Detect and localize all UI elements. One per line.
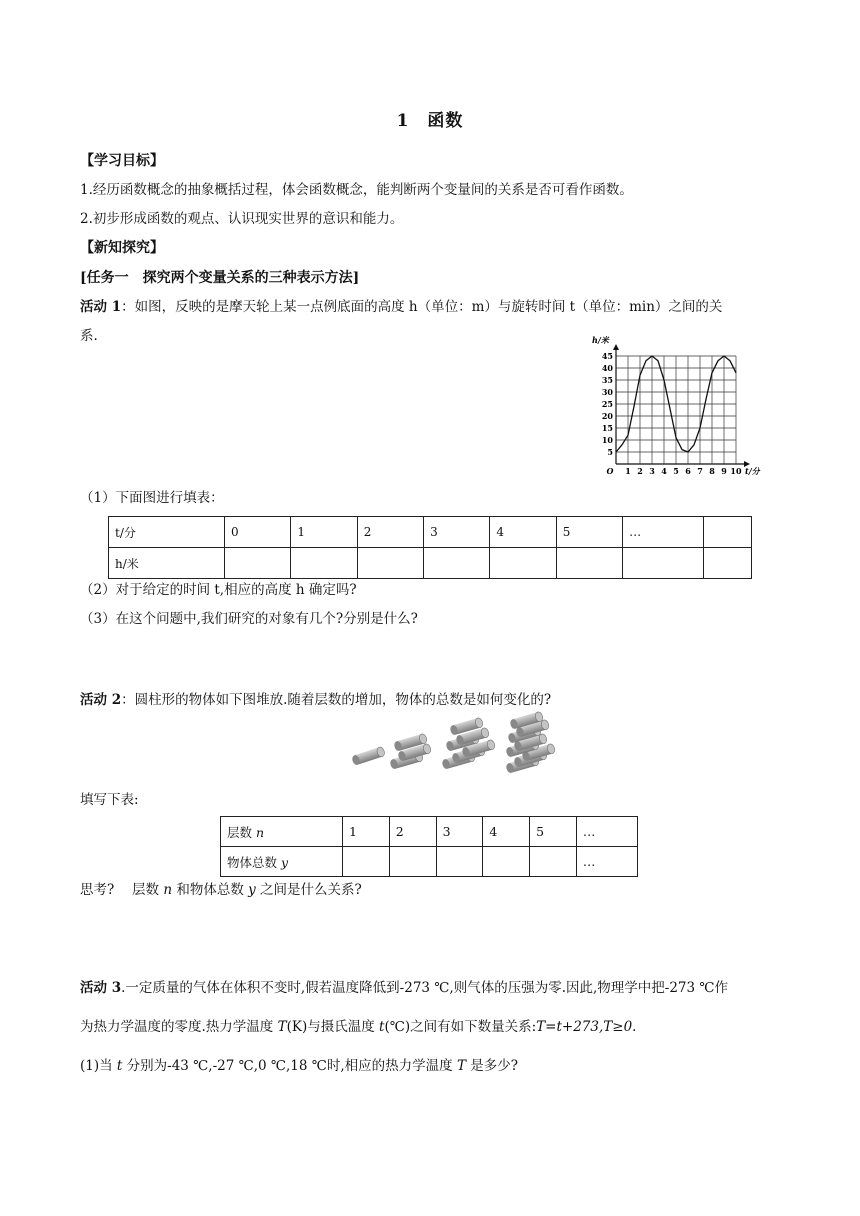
task1-heading: [任务一 探究两个变量关系的三种表示方法] <box>80 270 360 286</box>
x-tick-label: 5 <box>673 466 679 476</box>
activity2-text <box>80 690 551 710</box>
table-cell: h/米 <box>109 548 225 579</box>
table-cell: 2 <box>389 817 436 847</box>
table-cell <box>389 847 436 877</box>
table-cell: 0 <box>225 517 291 548</box>
activity3-q1: (1)当 t 分别为-43 ℃,-27 ℃,0 ℃,18 ℃时,相应的热力学温度 T 是多少? <box>80 1058 518 1074</box>
table-cell <box>530 847 577 877</box>
table-cell: 3 <box>424 517 490 548</box>
page-title: 1 函数 <box>396 111 464 131</box>
new-knowledge-heading: 【新知探究】 <box>80 240 164 256</box>
activity1-q1: （1）下面图进行填表： <box>80 490 224 506</box>
x-tick-label: 10 <box>730 466 742 476</box>
x-tick-label: 1 <box>625 466 631 476</box>
table-cell: 5 <box>530 817 577 847</box>
table-cell <box>436 847 483 877</box>
y-tick-label: 20 <box>601 411 613 421</box>
origin-label: O <box>606 466 614 476</box>
y-axis-label: h/米 <box>592 335 609 345</box>
table-cell <box>343 847 390 877</box>
table-cell: 5 <box>556 517 622 548</box>
table-row <box>109 517 752 548</box>
table-cell <box>424 548 490 579</box>
table-cell: 3 <box>436 817 483 847</box>
y-tick-label: 10 <box>601 435 613 445</box>
table-cell <box>357 548 423 579</box>
y-tick-label: 35 <box>601 375 613 385</box>
table-cell <box>490 548 556 579</box>
learning-goal-1: 1.经历函数概念的抽象概括过程，体会函数概念，能判断两个变量间的关系是否可看作函数。 <box>80 182 633 198</box>
table-cell: … <box>576 847 637 877</box>
table-cell: 1 <box>291 517 357 548</box>
table-cell: 1 <box>343 817 390 847</box>
x-tick-label: 3 <box>649 466 655 476</box>
y-tick-label: 15 <box>601 423 613 433</box>
activity1-text <box>80 297 722 317</box>
table-cell <box>704 517 752 548</box>
x-axis-label: t/分 <box>745 466 760 476</box>
learning-goal-2: 2.初步形成函数的观点、认识现实世界的意识和能力。 <box>80 211 404 227</box>
table-row <box>109 548 752 579</box>
x-tick-label: 6 <box>685 466 691 476</box>
x-tick-label: 8 <box>709 466 715 476</box>
time-height-table <box>108 516 752 579</box>
y-tick-label: 40 <box>601 363 613 373</box>
activity3-line2: 为热力学温度的零度.热力学温度 T(K)与摄氏温度 t(℃)之间有如下数量关系:T=t+273,T≥0. <box>80 1019 637 1035</box>
activity2-text-body: ：圆柱形的物体如下图堆放.随着层数的增加，物体的总数是如何变化的? <box>121 692 552 708</box>
y-axis-arrow <box>613 344 619 350</box>
activity1-q3: （3）在这个问题中,我们研究的对象有几个?分别是什么? <box>80 611 418 627</box>
layers-row <box>221 817 638 847</box>
table-cell: 4 <box>483 817 530 847</box>
activity1-text-line2: 系. <box>80 328 98 344</box>
table-cell <box>704 548 752 579</box>
table-cell: … <box>576 817 637 847</box>
y-tick-label: 45 <box>601 351 613 361</box>
table-cell <box>291 548 357 579</box>
y-tick-label: 25 <box>601 399 613 409</box>
total-row <box>221 847 638 877</box>
table-cell <box>225 548 291 579</box>
y-tick-label: 5 <box>607 447 613 457</box>
table-cell: … <box>623 517 704 548</box>
cylinder-stacks-illustration <box>350 716 550 778</box>
height-time-chart <box>588 335 768 482</box>
activity1-label: 活动 1 <box>80 299 122 315</box>
table-cell: 2 <box>357 517 423 548</box>
x-tick-label: 7 <box>697 466 703 476</box>
activity1-q2: （2）对于给定的时间 t,相应的高度 h 确定吗? <box>80 582 357 598</box>
layers-row-label: 层数 n <box>221 817 343 847</box>
table-cell <box>483 847 530 877</box>
layers-count-table <box>220 816 638 877</box>
table-cell: 4 <box>490 517 556 548</box>
y-tick-label: 30 <box>601 387 613 397</box>
table-cell <box>623 548 704 579</box>
x-tick-label: 2 <box>637 466 643 476</box>
activity2-fill-prompt: 填写下表: <box>80 792 139 808</box>
activity2-think: 思考? 层数 n 和物体总数 y 之间是什么关系? <box>80 882 362 898</box>
activity1-text-line1: ：如图，反映的是摩天轮上某一点例底面的高度 h（单位：m）与旋转时间 t（单位：min）之间的关 <box>121 299 723 315</box>
activity3-label: 活动 3 <box>80 980 122 996</box>
table-cell <box>556 548 622 579</box>
activity2-label: 活动 2 <box>80 692 122 708</box>
x-tick-label: 9 <box>721 466 727 476</box>
learning-goals-heading: 【学习目标】 <box>80 153 164 169</box>
activity3-line1: 活动 3.一定质量的气体在体积不变时,假若温度降低到-273 ℃,则气体的压强为零.因此,物理学中把-273 ℃作 <box>80 980 728 996</box>
x-tick-label: 4 <box>661 466 667 476</box>
total-row-label: 物体总数 y <box>221 847 343 877</box>
table-cell: t/分 <box>109 517 225 548</box>
